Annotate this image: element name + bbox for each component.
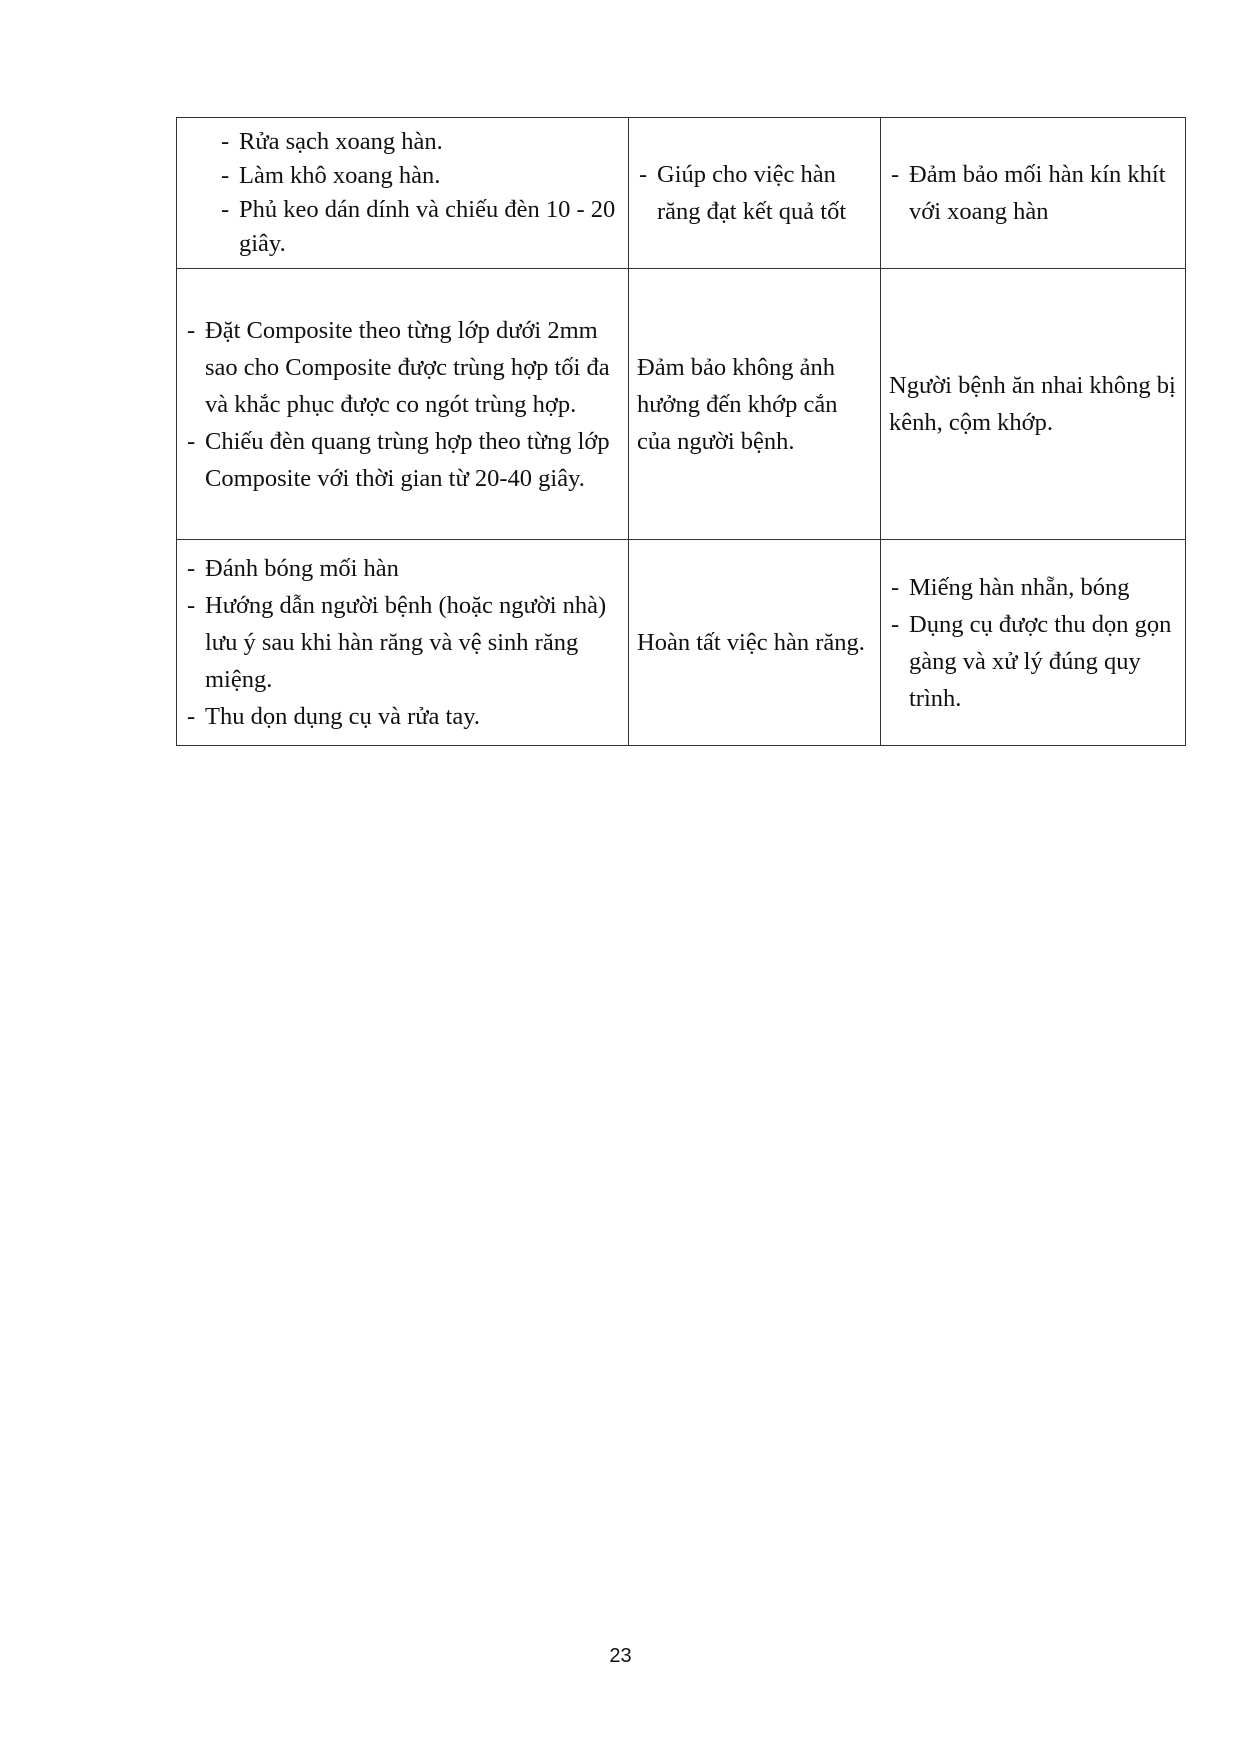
result-cell <box>881 118 1186 269</box>
result-list <box>889 156 1182 230</box>
procedure-table <box>176 117 1186 746</box>
result-cell <box>881 269 1186 540</box>
list-item: - Dụng cụ được thu dọn gọn gàng và xử lý đúng quy trình. <box>889 606 1182 717</box>
steps-cell <box>177 118 629 269</box>
list-item: - Đánh bóng mối hàn <box>185 550 625 587</box>
list-item: - Giúp cho việc hàn răng đạt kết quả tốt <box>637 156 877 230</box>
list-item: - Chiếu đèn quang trùng hợp theo từng lớp Composite với thời gian từ 20-40 giây. <box>185 423 625 497</box>
list-item: - Miếng hàn nhẵn, bóng <box>889 569 1182 606</box>
list-item: - Đảm bảo mối hàn kín khít với xoang hàn <box>889 156 1182 230</box>
list-item: - Hướng dẫn người bệnh (hoặc người nhà) lưu ý sau khi hàn răng và vệ sinh răng miệng. <box>185 587 625 698</box>
list-item: - Phủ keo dán dính và chiếu đèn 10 - 20 giây. <box>219 193 625 261</box>
result-text: Người bệnh ăn nhai không bị kênh, cộm khớp. <box>889 372 1176 436</box>
purpose-cell <box>629 118 881 269</box>
purpose-cell <box>629 269 881 540</box>
steps-list <box>185 125 625 261</box>
list-item: - Đặt Composite theo từng lớp dưới 2mm sao cho Composite được trùng hợp tối đa và khắc phục được co ngót trùng hợp. <box>185 312 625 423</box>
purpose-list <box>637 156 877 230</box>
steps-cell <box>177 540 629 746</box>
purpose-text: Hoàn tất việc hàn răng. <box>637 629 865 656</box>
page-number: 23 <box>609 1645 632 1667</box>
steps-list <box>185 312 625 497</box>
table-row <box>177 540 1186 746</box>
steps-cell <box>177 269 629 540</box>
result-list <box>889 569 1182 717</box>
purpose-text: Đảm bảo không ảnh hưởng đến khớp cắn của người bệnh. <box>637 353 838 455</box>
list-item: - Thu dọn dụng cụ và rửa tay. <box>185 698 625 735</box>
result-cell <box>881 540 1186 746</box>
purpose-cell <box>629 540 881 746</box>
table-row <box>177 269 1186 540</box>
table-row <box>177 118 1186 269</box>
list-item: - Làm khô xoang hàn. <box>219 159 625 193</box>
steps-list <box>185 550 625 735</box>
list-item: - Rửa sạch xoang hàn. <box>219 125 625 159</box>
